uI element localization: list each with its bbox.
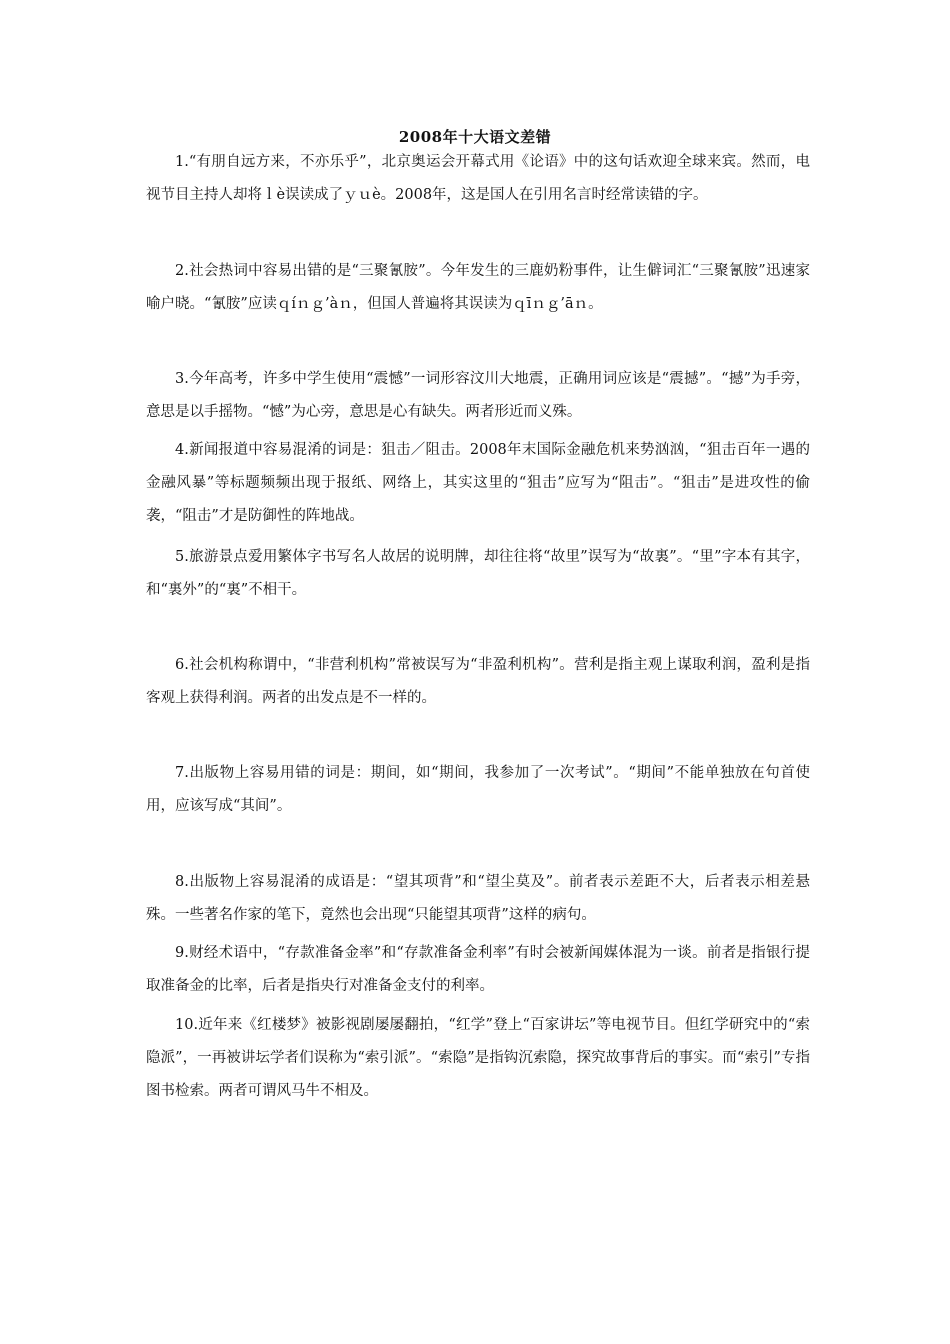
document-title: 2008年十大语文差错 xyxy=(398,128,552,146)
paragraph-1: 1.“有朋自远方来，不亦乐乎”，北京奥运会开幕式用《论语》中的这句话欢迎全球来宾。然而，电视节目主持人却将ｌè误读成了ｙｕè。2008年，这是国人在引用名言时经常读错的字。 xyxy=(146,154,810,203)
paragraph-6: 6.社会机构称谓中，“非营利机构”常被误写为“非盈利机构”。营利是指主观上谋取利润，盈利是指客观上获得利润。两者的出发点是不一样的。 xyxy=(146,657,810,706)
paragraph-2: 2.社会热词中容易出错的是“三聚氰胺”。今年发生的三鹿奶粉事件，让生僻词汇“三聚氰胺”迅速家喻户晓。“氰胺”应读ｑíｎｇ’àｎ，但国人普遍将其误读为ｑīｎｇ’āｎ。 xyxy=(146,263,810,312)
paragraph-8: 8.出版物上容易混淆的成语是：“望其项背”和“望尘莫及”。前者表示差距不大，后者表示相差悬殊。一些著名作家的笔下，竟然也会出现“只能望其项背”这样的病句。 xyxy=(146,874,810,923)
paragraph-4: 4.新闻报道中容易混淆的词是：狙击／阻击。2008年末国际金融危机来势汹汹，“狙击百年一遇的金融风暴”等标题频频出现于报纸、网络上，其实这里的“狙击”应写为“阻击”。“狙击”是进攻性的偷袭，“阻击”才是防御性的阵地战。 xyxy=(146,442,810,524)
paragraph-10: 10.近年来《红楼梦》被影视剧屡屡翻拍，“红学”登上“百家讲坛”等电视节目。但红学研究中的“索隐派”，一再被讲坛学者们误称为“索引派”。“索隐”是指钩沉索隐，探究故事背后的事实。而“索引”专指图书检索。两者可谓风马牛不相及。 xyxy=(146,1017,810,1099)
paragraph-5: 5.旅游景点爱用繁体字书写名人故居的说明牌，却往往将“故里”误写为“故裏”。“里”字本有其字，和“裏外”的“裏”不相干。 xyxy=(146,549,810,598)
paragraph-3: 3.今年高考，许多中学生使用“震憾”一词形容汶川大地震，正确用词应该是“震撼”。“撼”为手旁，意思是以手摇物。“憾”为心旁，意思是心有缺失。两者形近而义殊。 xyxy=(146,371,810,420)
paragraph-7: 7.出版物上容易用错的词是：期间，如“期间，我参加了一次考试”。“期间”不能单独放在句首使用，应该写成“其间”。 xyxy=(146,765,810,814)
paragraph-9: 9.财经术语中，“存款准备金率”和“存款准备金利率”有时会被新闻媒体混为一谈。前者是指银行提取准备金的比率，后者是指央行对准备金支付的利率。 xyxy=(146,945,810,994)
